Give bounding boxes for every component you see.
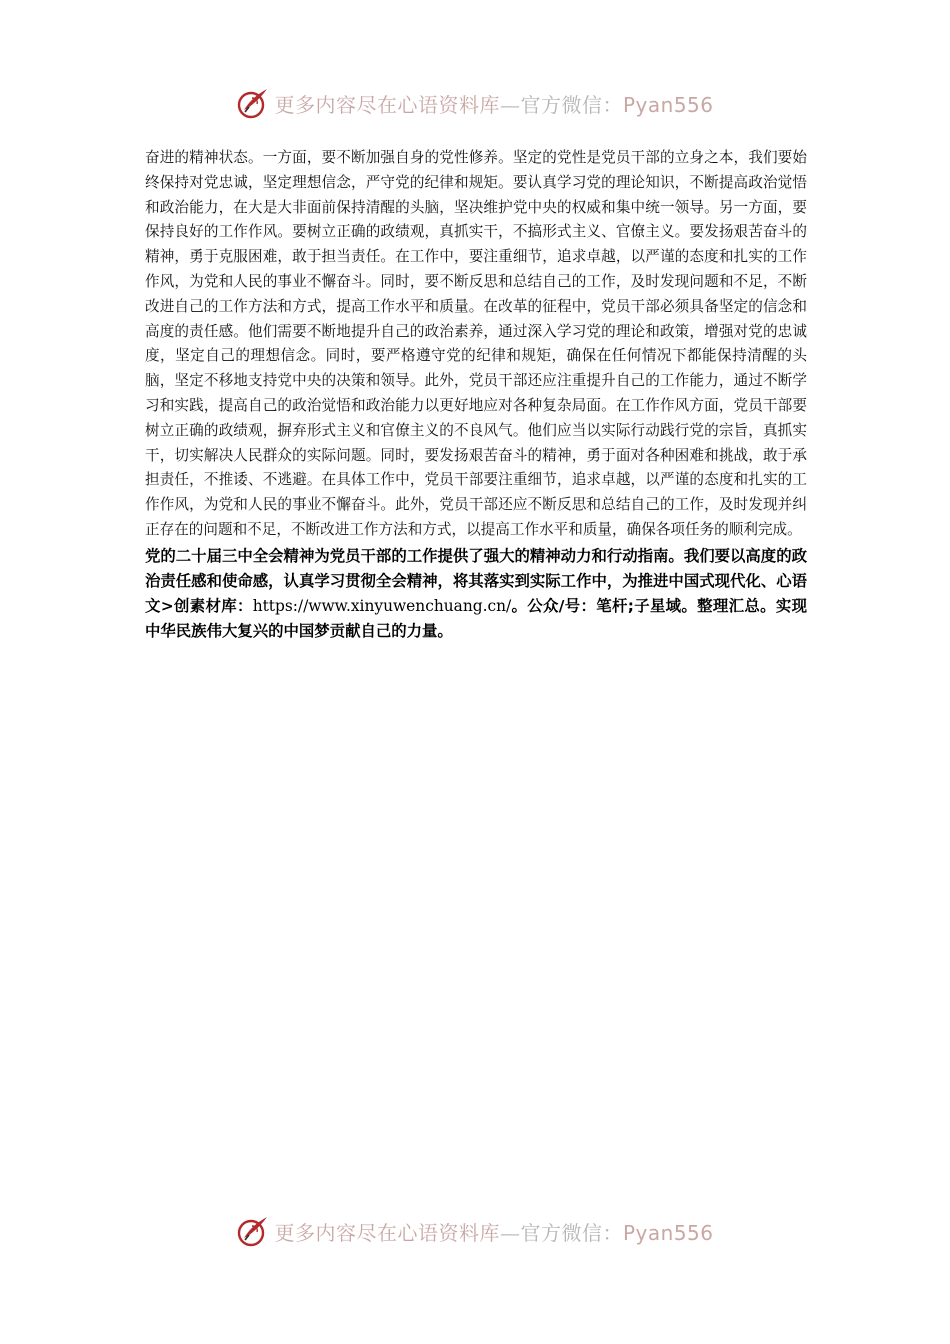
- document-body: [145, 146, 807, 644]
- header-banner-text: [274, 89, 713, 118]
- body-paragraph-1: 奋进的精神状态。一方面，要不断加强自身的党性修养。坚定的党性是党员干部的立身之本，我们要始终保持对党忠诚，坚定理想信念，严守党的纪律和规矩。要认真学习党的理论知识，不断提高政治觉悟和政治能力，在大是大非面前保持清醒的头脑，坚决维护党中央的权威和集中统一领导。另一方面，要保持良好的工作作风。要树立正确的政绩观，真抓实干，不搞形式主义、官僚主义。要发扬艰苦奋斗的精神，勇于克服困难，敢于担当责任。在工作中，要注重细节，追求卓越，以严谨的态度和扎实的工作作风，为党和人民的事业不懈奋斗。同时，要不断反思和总结自己的工作，及时发现问题和不足，不断改进自己的工作方法和方式，提高工作水平和质量。在改革的征程中，党员干部必须具备坚定的信念和高度的责任感。他们需要不断地提升自己的政治素养，通过深入学习党的理论和政策，增强对党的忠诚度，坚定自己的理想信念。同时，要严格遵守党的纪律和规矩，确保在任何情况下都能保持清醒的头脑，坚定不移地支持党中央的决策和领导。此外，党员干部还应注重提升自己的工作能力，通过不断学习和实践，提高自己的政治觉悟和政治能力以更好地应对各种复杂局面。在工作作风方面，党员干部要树立正确的政绩观，摒弃形式主义和官僚主义的不良风气。他们应当以实际行动践行党的宗旨，真抓实干，切实解决人民群众的实际问题。同时，要发扬艰苦奋斗的精神，勇于面对各种困难和挑战，敢于承担责任，不推诿、不逃避。在具体工作中，党员干部要注重细节，追求卓越，以严谨的态度和扎实的工作作风，为党和人民的事业不懈奋斗。此外，党员干部还应不断反思和总结自己的工作，及时发现并纠正存在的问题和不足，不断改进工作方法和方式，以提高工作水平和质量，确保各项任务的顺利完成。: [145, 149, 807, 538]
- body-paragraph-2-part-b: 。公众/号：笔杆;子星域。整理汇总。实现中华民族伟大复兴的中国梦贡献自己的力量。: [145, 596, 807, 640]
- header-banner: [0, 83, 950, 123]
- footer-banner-separator: —: [499, 1220, 521, 1245]
- header-banner-separator: —: [499, 92, 521, 117]
- body-paragraph-2-part-a: 党的二十届三中全会精神为党员干部的工作提供了强大的精神动力和行动指南。我们要以高度的政治责任感和使命感，认真学习贯彻全会精神，将其落实到实际工作中，为推进中国式现代化、心语文>创素材库：: [145, 546, 807, 615]
- source-url-text: https://www.xinyuwenchuang.cn/: [252, 596, 512, 615]
- footer-banner-text: [274, 1217, 713, 1246]
- header-banner-wechat-id: Pyan556: [622, 92, 714, 117]
- footer-banner-wechat-id: Pyan556: [622, 1220, 714, 1245]
- header-banner-lead: 更多内容尽在心语资料库: [274, 92, 500, 117]
- footer-banner: [0, 1211, 950, 1251]
- quill-pen-logo-icon: [236, 86, 270, 120]
- footer-banner-wechat-label: 官方微信：: [520, 1220, 623, 1245]
- footer-banner-lead: 更多内容尽在心语资料库: [274, 1220, 500, 1245]
- quill-pen-logo-icon: [236, 1214, 270, 1248]
- header-banner-wechat-label: 官方微信：: [520, 92, 623, 117]
- body-paragraph-2: [145, 544, 807, 644]
